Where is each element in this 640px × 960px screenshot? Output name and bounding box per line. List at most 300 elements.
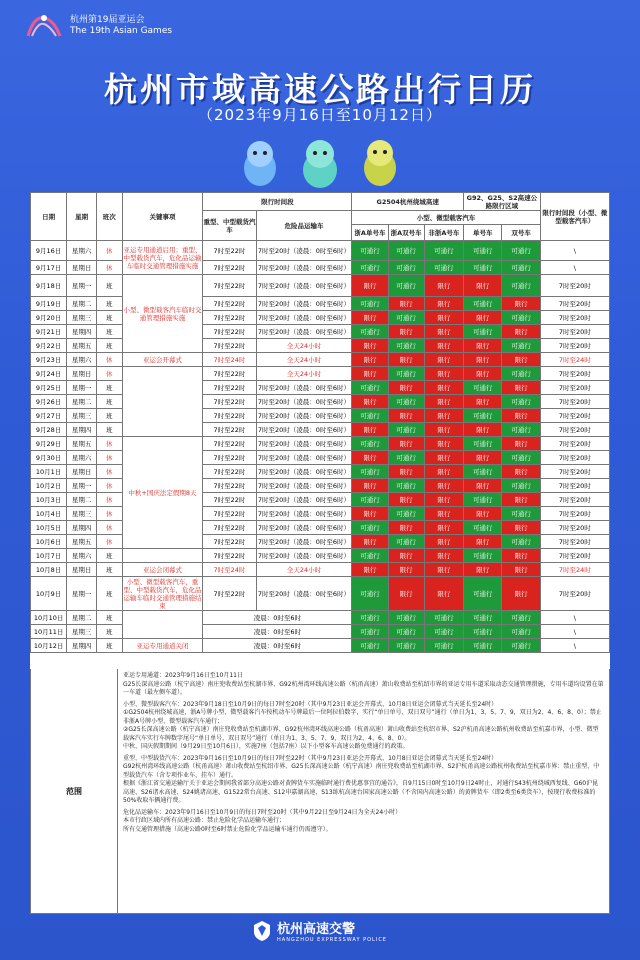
cell-status: 可通行: [388, 311, 424, 325]
cell-date: 10月1日: [31, 465, 67, 479]
cell-shift: 班: [96, 297, 122, 311]
cell-heavy: 7时至22时: [203, 465, 256, 479]
cell-shift: 班: [96, 339, 122, 353]
cell-status: 可通行: [464, 241, 502, 261]
cell-shift: 休: [96, 479, 122, 493]
cell-status: 可通行: [502, 611, 540, 625]
note-paragraph: 危化品运输车：2023年9月16日至10月9日的每日7时至20时（其中9月22日至9月24日为全天24小时） 本市行政区域内所有高速公路：禁止危险化学品运输车通行； 所有交通管理措施（高速公路0时至6时禁止危险化学品运输车通行仍需遵守）。: [123, 808, 402, 833]
cell-status: 限行: [388, 297, 424, 311]
cell-status: 限行: [352, 507, 388, 521]
table-row: [31, 261, 610, 275]
cell-status: 限行: [424, 381, 463, 395]
cell-status: 可通行: [352, 549, 388, 563]
cell-date: 9月17日: [31, 261, 67, 275]
cell-status: 可通行: [502, 311, 540, 325]
cell-heavy: 7时至22时: [203, 423, 256, 437]
header-small-cars: 小型、微型载客汽车: [352, 211, 540, 225]
cell-status: 限行: [388, 325, 424, 339]
cell-status: 限行: [464, 423, 502, 437]
cell-heavy: 7时至22时: [203, 549, 256, 563]
cell-status: 限行: [424, 367, 463, 381]
header-plate: 浙A双号车: [388, 225, 424, 241]
cell-weekday: 星期二: [67, 493, 97, 507]
cell-status: 可通行: [464, 325, 502, 339]
table-row: [31, 339, 610, 353]
cell-shift: 休: [96, 465, 122, 479]
cell-weekday: 星期四: [67, 423, 97, 437]
cell-right: 7时至20时: [540, 507, 609, 521]
cell-shift: 班: [96, 611, 122, 625]
note-paragraph: 小型、微型载客汽车：2023年9月18日至10月9日的每日7时至20时（其中9月23日亚运会开幕式、10月8日亚运会闭幕式当天延长至24时） ①G2504杭州绕城高速，浙A号牌小型、微型载客汽车按机动车号牌最后一位阿拉伯数字，实行“单日单号、双日双号”通行（单日为1、3、5、7、9，双日为2、4、6、8、0）；禁止非浙A号牌小型、微型载客汽车通行； ②G25长深高速公路（杭宁高速）南庄兜收费站至杭湖市界、G92杭州湾环线高速公路（杭甬高速）萧山收费站至杭绍市界、S2沪杭甬高速公路杭州收费站至杭嘉市界，小型、微型载客汽车实行车牌数字尾号“单日单号、双日双号”通行（单日为1、3、5、7、9，双日为2、4、6、8、0）。 中秋、国庆假期期间（9月29日至10月6日），实施7座（包括7座）以下小型客车高速公路免费通行的政策。: [123, 700, 602, 750]
cell-status: 可通行: [352, 381, 388, 395]
cell-heavy: 7时至22时: [203, 451, 256, 465]
cell-status: 限行: [424, 507, 463, 521]
cell-weekday: 星期五: [67, 437, 97, 451]
cell-status: 限行: [352, 395, 388, 409]
cell-status: 限行: [464, 275, 502, 297]
cell-status: 限行: [424, 423, 463, 437]
calendar-body: [31, 241, 610, 653]
cell-right: 7时至20时: [540, 535, 609, 549]
cell-shift: 休: [96, 241, 122, 261]
cell-status: 可通行: [352, 437, 388, 451]
cell-shift: 班: [96, 381, 122, 395]
cell-weekday: 星期六: [67, 241, 97, 261]
table-row: [31, 437, 610, 451]
cell-status: 可通行: [388, 625, 424, 639]
cell-date: 10月10日: [31, 611, 67, 625]
cell-status: 可通行: [502, 261, 540, 275]
cell-hazmat: 7时至20时（凌晨：0时至6时）: [256, 325, 352, 339]
cell-hazmat: 7时至20时（凌晨：0时至6时）: [256, 549, 352, 563]
cell-heavy: 7时至22时: [203, 479, 256, 493]
cell-status: 可通行: [424, 639, 463, 653]
cell-weekday: 星期五: [67, 339, 97, 353]
cell-weekday: 星期四: [67, 521, 97, 535]
cell-status: 限行: [388, 563, 424, 577]
cell-weekday: 星期四: [67, 325, 97, 339]
cell-right: 7时至24时: [540, 353, 609, 367]
cell-status: 可通行: [424, 611, 463, 625]
cell-shift: 休: [96, 451, 122, 465]
cell-weekday: 星期一: [67, 275, 97, 297]
cell-status: 限行: [352, 311, 388, 325]
cell-status: 限行: [502, 493, 540, 507]
cell-status: 限行: [424, 409, 463, 423]
cell-key-event: [122, 611, 203, 639]
cell-status: 可通行: [502, 275, 540, 297]
cell-status: 限行: [502, 325, 540, 339]
footer-title: 杭州高速交警: [277, 922, 356, 937]
cell-status: 限行: [388, 493, 424, 507]
cell-right: 7时至20时: [540, 423, 609, 437]
cell-shift: 休: [96, 261, 122, 275]
page-title: 杭州市域高速公路出行日历: [104, 70, 536, 109]
cell-status: 限行: [388, 465, 424, 479]
table-row: [31, 325, 610, 339]
cell-heavy: 7时至22时: [203, 275, 256, 297]
cell-status: 限行: [502, 409, 540, 423]
cell-status: 可通行: [352, 639, 388, 653]
table-row: [31, 353, 610, 367]
cell-weekday: 星期六: [67, 353, 97, 367]
cell-status: 限行: [388, 437, 424, 451]
cell-status: 限行: [424, 297, 463, 311]
cell-status: 可通行: [464, 409, 502, 423]
cell-shift: 班: [96, 423, 122, 437]
cell-hazmat: 7时至20时（凌晨：0时至6时）: [256, 381, 352, 395]
cell-hazmat: 7时至20时（凌晨：0时至6时）: [256, 275, 352, 297]
cell-status: 限行: [424, 339, 463, 353]
cell-status: 可通行: [464, 493, 502, 507]
cell-hazmat: 7时至20时（凌晨：0时至6时）: [256, 507, 352, 521]
table-row: [31, 493, 610, 507]
cell-status: 限行: [424, 563, 463, 577]
note-paragraph: 亚运专用通道：2023年9月16日至10月11日 G25长深高速公路（杭宁高速）南庄兜收费站至杭湖市界、G92杭州湾环线高速公路（杭甬高速）萧山收费站至杭绍市界的亚运专用车道采取动态交通管理措施，专用车道均设置在第一车道（最左侧车道）。: [123, 672, 604, 696]
cell-status: 限行: [388, 381, 424, 395]
cell-date: 10月11日: [31, 625, 67, 639]
table-row: [31, 549, 610, 563]
cell-status: 可通行: [352, 625, 388, 639]
header-right: 限行时间段（小型、微型载客汽车）: [540, 193, 609, 241]
header-g2504: G2504杭州绕城高速: [352, 193, 464, 211]
cell-right: \: [540, 241, 609, 261]
cell-shift: 班: [96, 563, 122, 577]
cell-heavy: 7时至22时: [203, 493, 256, 507]
cell-date: 9月20日: [31, 311, 67, 325]
cell-right: 7时至20时: [540, 409, 609, 423]
cell-status: 限行: [424, 451, 463, 465]
cell-hazmat: 凌晨：0时至6时: [203, 639, 352, 653]
table-row: [31, 507, 610, 521]
cell-weekday: 星期二: [67, 611, 97, 625]
header-heavy: 重型、中型载货汽车: [203, 211, 256, 241]
cell-status: 可通行: [388, 395, 424, 409]
cell-status: 可通行: [502, 423, 540, 437]
cell-status: 可通行: [352, 611, 388, 625]
cell-status: 限行: [352, 367, 388, 381]
cell-key-event: 亚运会开幕式: [122, 353, 203, 367]
cell-weekday: 星期三: [67, 311, 97, 325]
header-shift: 班次: [96, 193, 122, 241]
cell-weekday: 星期日: [67, 261, 97, 275]
cell-right: 7时至20时: [540, 275, 609, 297]
header-plate: 双号车: [502, 225, 540, 241]
cell-date: 10月4日: [31, 507, 67, 521]
notes-section: [30, 669, 610, 914]
cell-status: 限行: [502, 577, 540, 611]
cell-status: 可通行: [352, 493, 388, 507]
table-row: [31, 381, 610, 395]
cell-date: 10月7日: [31, 549, 67, 563]
cell-status: 限行: [388, 549, 424, 563]
cell-date: 9月16日: [31, 241, 67, 261]
logo-line1: 杭州第19届亚运会: [70, 15, 145, 25]
cell-heavy: 7时至22时: [203, 325, 256, 339]
cell-status: 可通行: [424, 241, 463, 261]
cell-date: 10月9日: [31, 577, 67, 611]
cell-date: 9月19日: [31, 297, 67, 311]
cell-status: 限行: [388, 577, 424, 611]
cell-status: 限行: [424, 493, 463, 507]
cell-right: 7时至20时: [540, 465, 609, 479]
cell-right: 7时至20时: [540, 311, 609, 325]
cell-hazmat: 7时至20时（凌晨：0时至6时）: [256, 451, 352, 465]
cell-status: 可通行: [388, 479, 424, 493]
cell-heavy: 7时至22时: [203, 507, 256, 521]
cell-status: 可通行: [388, 339, 424, 353]
cell-shift: 班: [96, 325, 122, 339]
cell-status: 限行: [464, 535, 502, 549]
cell-right: 7时至20时: [540, 549, 609, 563]
cell-status: 限行: [352, 423, 388, 437]
mascots-illustration: [230, 128, 410, 190]
cell-status: 限行: [352, 479, 388, 493]
cell-status: 限行: [352, 563, 388, 577]
note-paragraph: 重型、中型载货汽车：2023年9月16日至10月9日的每日7时至22时（其中9月23日亚运会开幕式、10月8日亚运会闭幕式当天延长至24时） G92杭州湾环线高速公路（杭甬高速）萧山收费站至杭绍市界、G25长深高速公路（杭宁高速）南庄兜收费站至杭湖市界、S2沪杭甬高速公路杭州收费站至杭嘉市界：禁止重型、中型载货汽车（含专项作业车、挂车）通行。 根据《浙江省交通运输厅关于亚运会期间我省部分高速公路对黄牌货车实施临时通行费优惠事宜的通告》，自9月15日0时至10月9日24时止，对通行S43杭州绕城西复线、G60沪昆高速、S26诸永高速、S24姚诸高速、G1522常台高速、S12申嘉湖高速、S13练杭高速台国家高速公路（不含国内高速公路）的黄牌货车（即2类至6类货车），按现行收费标准的50%收取车辆通行费。: [123, 754, 600, 804]
cell-shift: 班: [96, 275, 122, 297]
cell-shift: 休: [96, 353, 122, 367]
table-row: [31, 479, 610, 493]
cell-right: 7时至20时: [540, 577, 609, 611]
table-row: [31, 311, 610, 325]
cell-hazmat: 凌晨：0时至6时: [203, 611, 352, 625]
cell-weekday: 星期四: [67, 639, 97, 653]
cell-status: 限行: [464, 367, 502, 381]
cell-status: 可通行: [464, 521, 502, 535]
cell-shift: 班: [96, 311, 122, 325]
cell-status: 可通行: [388, 451, 424, 465]
cell-status: 限行: [464, 507, 502, 521]
cell-status: 可通行: [352, 577, 388, 611]
cell-status: 可通行: [388, 639, 424, 653]
cell-status: 限行: [352, 451, 388, 465]
cell-status: 可通行: [424, 261, 463, 275]
cell-key-event: [122, 549, 203, 563]
header-time-period: 限行时间段: [203, 193, 352, 211]
page-subtitle: （2023年9月16日至10月12日）: [198, 106, 442, 124]
cell-weekday: 星期日: [67, 367, 97, 381]
cell-heavy: 7时至22时: [203, 437, 256, 451]
cell-status: 限行: [464, 451, 502, 465]
cell-hazmat: 全天24小时: [256, 353, 352, 367]
cell-weekday: 星期二: [67, 297, 97, 311]
cell-key-event: 小型、微型载客汽车临时交通管理措施实施: [122, 275, 203, 353]
cell-right: 7时至20时: [540, 493, 609, 507]
cell-weekday: 星期六: [67, 549, 97, 563]
cell-date: 9月25日: [31, 381, 67, 395]
cell-status: 可通行: [388, 367, 424, 381]
cell-date: 10月12日: [31, 639, 67, 653]
cell-status: 限行: [352, 353, 388, 367]
cell-status: 可通行: [352, 241, 388, 261]
table-row: [31, 241, 610, 261]
cell-status: 可通行: [502, 639, 540, 653]
cell-key-event: 中秋+国庆法定假期8天: [122, 437, 203, 549]
cell-status: 可通行: [352, 261, 388, 275]
cell-right: 7时至20时: [540, 521, 609, 535]
notes-body: [118, 669, 610, 914]
cell-weekday: 星期一: [67, 479, 97, 493]
cell-status: 可通行: [502, 535, 540, 549]
cell-right: 7时至20时: [540, 381, 609, 395]
cell-shift: 班: [96, 549, 122, 563]
police-badge-icon: [253, 920, 271, 946]
cell-status: 限行: [424, 275, 463, 297]
cell-status: 可通行: [388, 275, 424, 297]
cell-right: 7时至20时: [540, 479, 609, 493]
cell-right: 7时至20时: [540, 339, 609, 353]
cell-date: 10月8日: [31, 563, 67, 577]
cell-hazmat: 凌晨：0时至6时: [203, 625, 352, 639]
cell-status: 可通行: [352, 465, 388, 479]
notes-label: 范围: [30, 669, 118, 914]
cell-status: 限行: [464, 353, 502, 367]
cell-heavy: 7时至22时: [203, 381, 256, 395]
cell-status: 可通行: [464, 577, 502, 611]
logo-line2: The 19th Asian Games: [70, 26, 173, 36]
cell-status: 限行: [502, 381, 540, 395]
cell-hazmat: 7时至20时（凌晨：0时至6时）: [256, 493, 352, 507]
cell-right: \: [540, 611, 609, 625]
cell-weekday: 星期二: [67, 395, 97, 409]
cell-date: 9月27日: [31, 409, 67, 423]
cell-weekday: 星期五: [67, 535, 97, 549]
cell-status: 可通行: [502, 339, 540, 353]
table-row: [31, 535, 610, 549]
cell-status: 限行: [424, 311, 463, 325]
cell-right: 7时至24时: [540, 563, 609, 577]
cell-shift: 休: [96, 493, 122, 507]
table-row: [31, 577, 610, 611]
header-weekday: 星期: [67, 193, 97, 241]
cell-status: 限行: [502, 465, 540, 479]
calendar-panel: [30, 192, 610, 914]
cell-weekday: 星期三: [67, 507, 97, 521]
cell-status: 限行: [464, 563, 502, 577]
cell-shift: 休: [96, 367, 122, 381]
mascot-yellow-icon: [364, 140, 396, 186]
header-plate: 单号车: [464, 225, 502, 241]
cell-date: 10月3日: [31, 493, 67, 507]
cell-status: 限行: [352, 339, 388, 353]
cell-status: 限行: [424, 437, 463, 451]
cell-key-event: 亚运会闭幕式: [122, 563, 203, 577]
cell-status: 可通行: [352, 521, 388, 535]
cell-shift: 班: [96, 395, 122, 409]
cell-right: 7时至20时: [540, 325, 609, 339]
cell-status: 可通行: [502, 395, 540, 409]
cell-hazmat: 全天24小时: [256, 563, 352, 577]
cell-hazmat: 7时至20时（凌晨：0时至6时）: [256, 311, 352, 325]
table-row: [31, 625, 610, 639]
cell-status: 限行: [352, 275, 388, 297]
table-row: [31, 297, 610, 311]
cell-status: 可通行: [388, 261, 424, 275]
cell-status: 限行: [424, 549, 463, 563]
cell-status: 可通行: [502, 625, 540, 639]
cell-status: 可通行: [464, 381, 502, 395]
cell-date: 9月23日: [31, 353, 67, 367]
cell-heavy: 7时至22时: [203, 521, 256, 535]
cell-status: 可通行: [352, 325, 388, 339]
cell-hazmat: 7时至20时（凌晨：0时至6时）: [256, 241, 352, 261]
table-row: [31, 451, 610, 465]
table-row: [31, 409, 610, 423]
games-logo: [24, 10, 172, 42]
cell-status: 可通行: [464, 549, 502, 563]
cell-weekday: 星期六: [67, 451, 97, 465]
cell-heavy: 7时至22时: [203, 395, 256, 409]
cell-status: 限行: [424, 465, 463, 479]
mascot-cyan-icon: [303, 140, 337, 188]
cell-status: 限行: [424, 577, 463, 611]
cell-status: 限行: [424, 521, 463, 535]
cell-right: 7时至20时: [540, 395, 609, 409]
cell-status: 限行: [502, 297, 540, 311]
cell-heavy: 7时至22时: [203, 311, 256, 325]
cell-status: 可通行: [502, 451, 540, 465]
cell-hazmat: 7时至20时（凌晨：0时至6时）: [256, 409, 352, 423]
cell-status: 可通行: [502, 479, 540, 493]
cell-status: 限行: [464, 395, 502, 409]
footer-subtitle: HANGZHOU EXPRESSWAY POLICE: [277, 937, 387, 943]
cell-status: 可通行: [388, 423, 424, 437]
table-row: [31, 521, 610, 535]
cell-hazmat: 7时至20时（凌晨：0时至6时）: [256, 465, 352, 479]
cell-status: 可通行: [352, 297, 388, 311]
table-row: [31, 275, 610, 297]
cell-heavy: 7时至22时: [203, 367, 256, 381]
cell-status: 可通行: [388, 507, 424, 521]
cell-heavy: 7时至22时: [203, 535, 256, 549]
cell-hazmat: 7时至20时（凌晨：0时至6时）: [256, 521, 352, 535]
cell-status: 限行: [424, 395, 463, 409]
cell-status: 限行: [424, 535, 463, 549]
cell-hazmat: 全天24小时: [256, 367, 352, 381]
cell-right: 7时至20时: [540, 367, 609, 381]
cell-status: 限行: [502, 549, 540, 563]
cell-status: 可通行: [388, 241, 424, 261]
cell-date: 9月22日: [31, 339, 67, 353]
cell-right: 7时至20时: [540, 297, 609, 311]
table-row: [31, 611, 610, 625]
cell-hazmat: 7时至20时（凌晨：0时至6时）: [256, 479, 352, 493]
cell-shift: 休: [96, 507, 122, 521]
cell-status: 可通行: [464, 465, 502, 479]
cell-status: 限行: [388, 353, 424, 367]
cell-key-event: 亚运专用通道启用；重型、中型载货汽车，危化品运输车临时交通管理措施实施: [122, 241, 203, 275]
cell-hazmat: 7时至20时（凌晨：0时至6时）: [256, 297, 352, 311]
cell-status: 可通行: [352, 409, 388, 423]
cell-status: 限行: [424, 353, 463, 367]
cell-status: 可通行: [388, 535, 424, 549]
header-hazmat: 危险品运输车: [256, 211, 352, 241]
cell-heavy: 7时至24时: [203, 563, 256, 577]
cell-hazmat: 7时至20时（凌晨：0时至6时）: [256, 577, 352, 611]
table-row: [31, 563, 610, 577]
cell-status: 可通行: [388, 611, 424, 625]
cell-status: 可通行: [502, 367, 540, 381]
cell-status: 限行: [388, 409, 424, 423]
cell-shift: 班: [96, 625, 122, 639]
cell-status: 限行: [502, 437, 540, 451]
cell-shift: 班: [96, 409, 122, 423]
cell-weekday: 星期一: [67, 381, 97, 395]
cell-date: 9月21日: [31, 325, 67, 339]
cell-status: 可通行: [464, 261, 502, 275]
cell-heavy: 7时至22时: [203, 339, 256, 353]
